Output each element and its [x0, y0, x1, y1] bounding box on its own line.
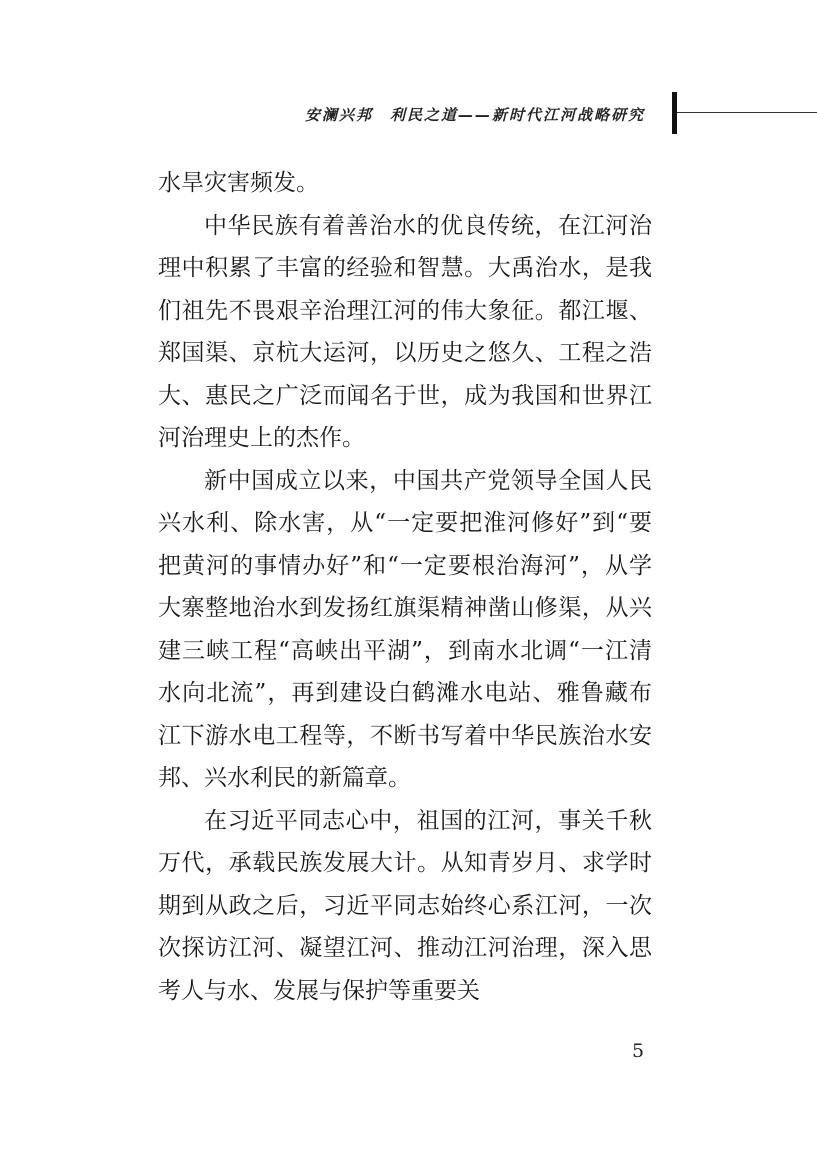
paragraph-2: 新中国成立以来，中国共产党领导全国人民兴水利、除水害，从“一定要把淮河修好”到“要把黄河的事情办好”和“一定要根治海河”，从学大寨整地治水到发扬红旗渠精神凿山修渠，从兴建三峡工程“高峡出平湖”，到南水北调“一江清水向北流”，再到建设白鹤滩水电站、雅鲁藏布江下游水电工程等，不断书写着中华民族治水安邦、兴水利民的新篇章。	[158, 467, 652, 791]
header-vertical-bar	[672, 92, 677, 134]
running-header	[0, 92, 817, 138]
body-text	[158, 162, 652, 1012]
page-number: 5	[632, 1040, 645, 1062]
running-header-title: 安澜兴邦 利民之道——新时代江河战略研究	[304, 106, 645, 124]
header-horizontal-rule	[677, 112, 817, 113]
paragraph-continuation: 水旱灾害频发。	[158, 170, 319, 196]
paragraph-1: 中华民族有着善治水的优良传统，在江河治理中积累了丰富的经验和智慧。大禹治水，是我们祖先不畏艰辛治理江河的伟大象征。都江堰、郑国渠、京杭大运河，以历史之悠久、工程之浩大、惠民之广泛而闻名于世，成为我国和世界江河治理史上的杰作。	[158, 212, 652, 451]
paragraph-3: 在习近平同志心中，祖国的江河，事关千秋万代，承载民族发展大计。从知青岁月、求学时期到从政之后，习近平同志始终心系江河，一次次探访江河、凝望江河、推动江河治理，深入思考人与水、发展与保护等重要关	[158, 807, 652, 1004]
